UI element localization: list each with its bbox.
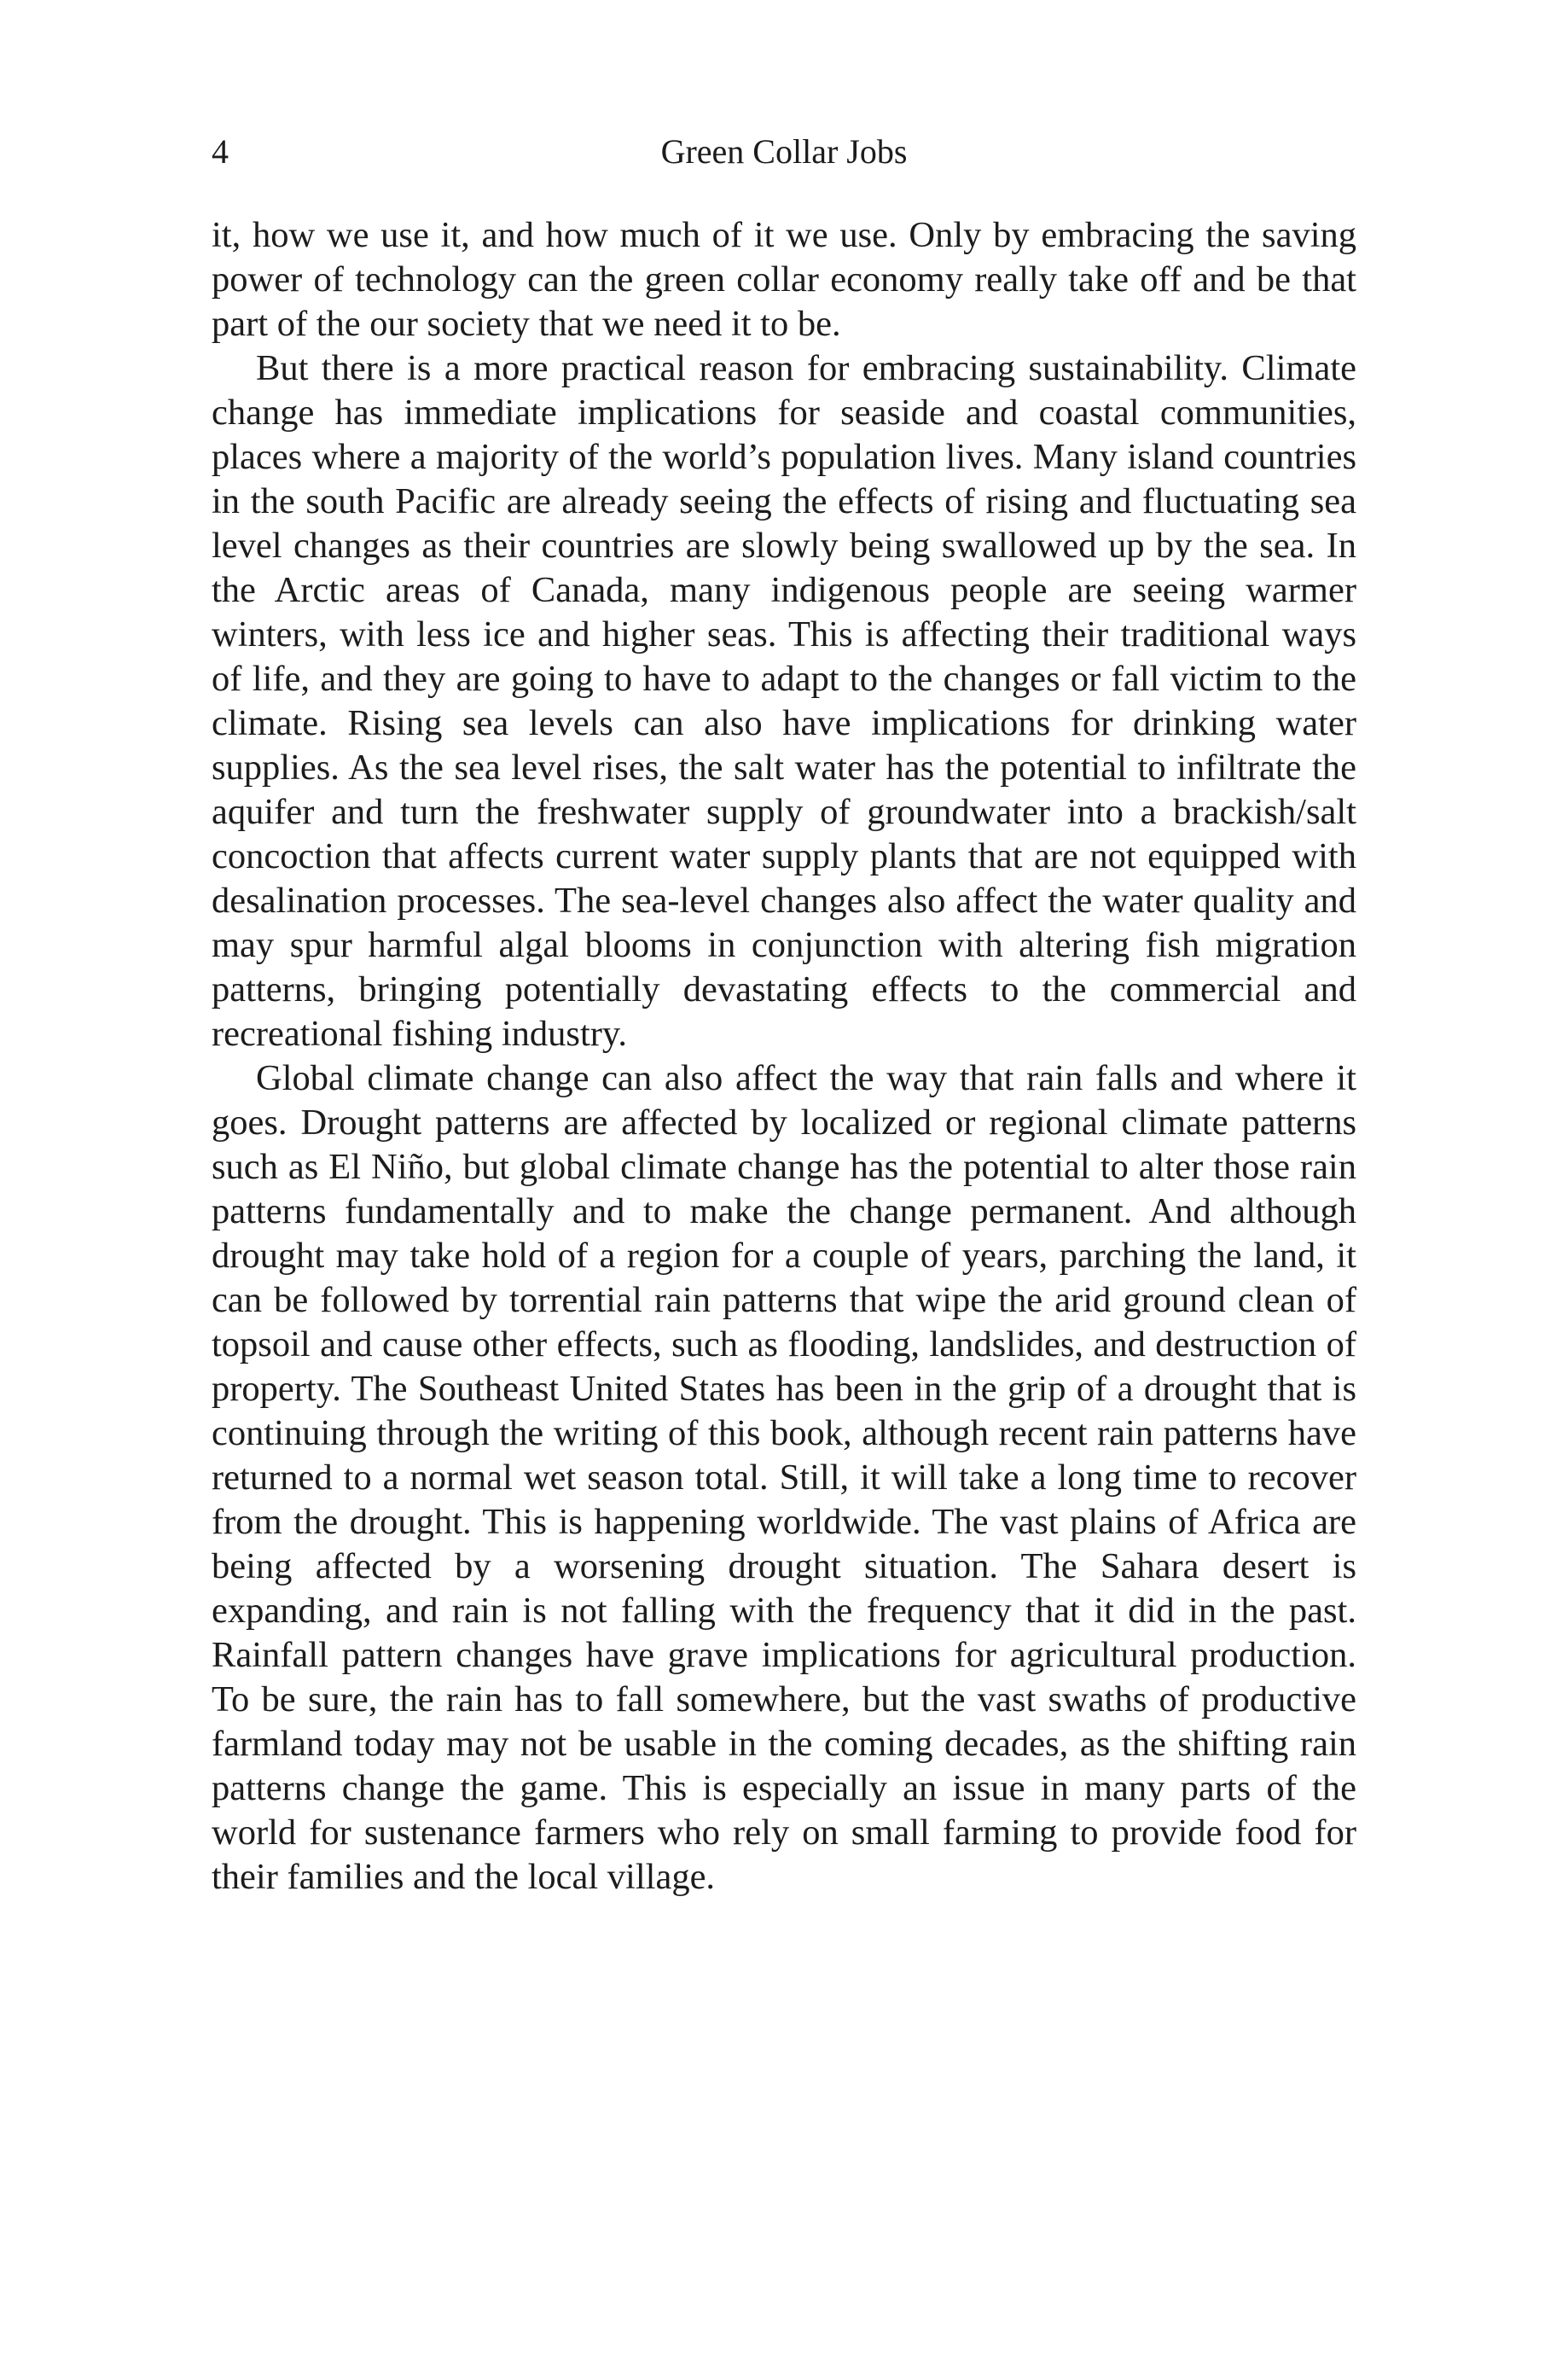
paragraph-continued: it, how we use it, and how much of it we use. Only by embracing the saving power of technology can the green collar economy really take off and be that part of the our society that we need it to be.: [212, 215, 1356, 344]
page-number: 4: [212, 132, 229, 171]
running-title: Green Collar Jobs: [660, 132, 908, 171]
body-text: [212, 213, 1356, 1900]
paragraph-sustainability: But there is a more practical reason for embracing sustainability. Climate change has immediate implications for seaside and coastal communities, places where a majority of the world’s population lives. Many island countries in the south Pacific are already seeing the effects of rising and fluctuating sea level changes as their countries are slowly being swallowed up by the sea. In the Arctic areas of Canada, many indigenous people are seeing warmer winters, with less ice and higher seas. This is affecting their traditional ways of life, and they are going to have to adapt to the changes or fall victim to the climate. Rising sea levels can also have implications for drinking water supplies. As the sea level rises, the salt water has the potential to infiltrate the aquifer and turn the freshwater supply of groundwater into a brackish/salt concoction that affects current water supply plants that are not equipped with desalination processes. The sea-level changes also affect the water quality and may spur harmful algal blooms in conjunction with altering fish migration patterns, bringing potentially devastating effects to the commercial and recreational fishing industry.: [212, 348, 1356, 1054]
running-head: [0, 126, 1568, 177]
paragraph-rainfall: Global climate change can also affect the way that rain falls and where it goes. Drought patterns are affected by localized or regional climate patterns such as El Niño, but global climate change has the potential to alter those rain patterns fundamentally and to make the change permanent. And although drought may take hold of a region for a couple of years, parching the land, it can be followed by torrential rain patterns that wipe the arid ground clean of topsoil and cause other effects, such as flooding, landslides, and destruction of property. The Southeast United States has been in the grip of a drought that is continuing through the writing of this book, although recent rain patterns have returned to a normal wet season total. Still, it will take a long time to recover from the drought. This is happening worldwide. The vast plains of Africa are being affected by a worsening drought situation. The Sahara desert is expanding, and rain is not falling with the frequency that it did in the past. Rainfall pattern changes have grave implications for agricultural production. To be sure, the rain has to fall somewhere, but the vast swaths of productive farmland today may not be usable in the coming decades, as the shifting rain patterns change the game. This is especially an issue in many parts of the world for sustenance farmers who rely on small farming to provide food for their families and the local village.: [212, 1058, 1356, 1897]
